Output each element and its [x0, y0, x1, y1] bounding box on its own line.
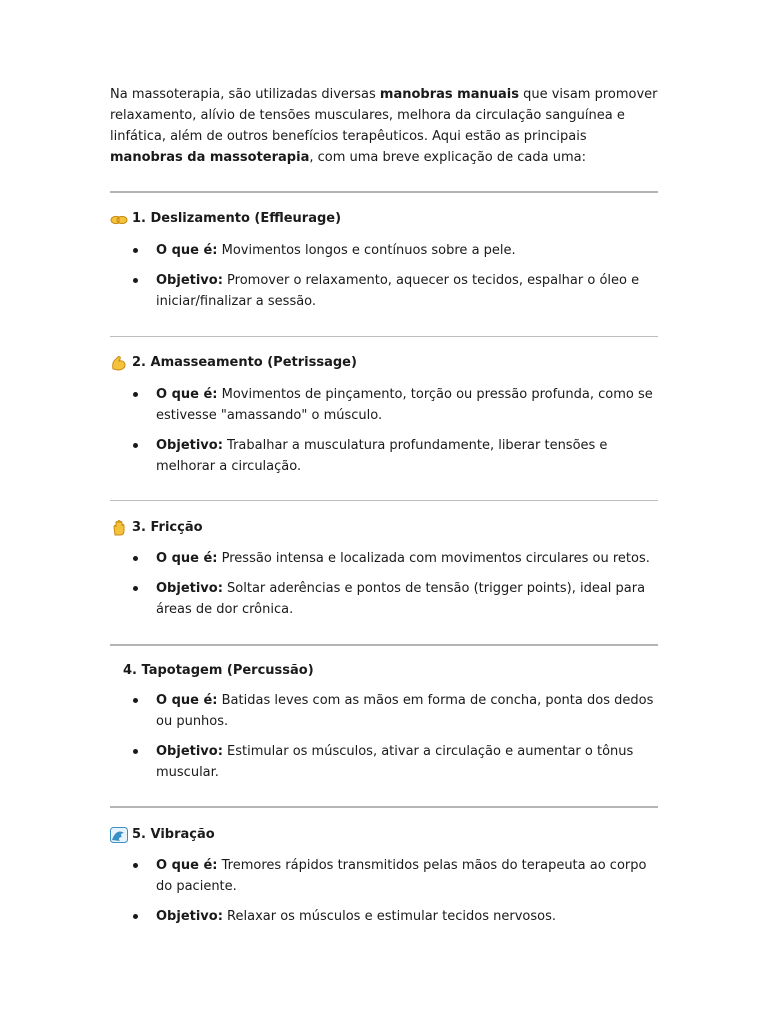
section-list-4	[110, 690, 662, 792]
divider	[110, 191, 658, 193]
list-item	[110, 270, 662, 312]
hands-icon	[110, 211, 128, 227]
item-text: Soltar aderências e pontos de tensão (trigger points), ideal para áreas de dor crônica.	[156, 581, 646, 617]
list-item	[110, 906, 662, 927]
section-heading-2	[110, 354, 357, 372]
intro-paragraph	[110, 84, 662, 168]
section-heading-4	[110, 662, 314, 680]
section-heading-3	[110, 519, 203, 537]
intro-bold-1: manobras manuais	[379, 87, 519, 102]
item-text: Promover o relaxamento, aquecer os tecidos, espalhar o óleo e iniciar/finalizar a sessão.	[156, 273, 640, 309]
item-text: Relaxar os músculos e estimular tecidos nervosos.	[222, 909, 556, 924]
section-title: 2. Amasseamento (Petrissage)	[132, 355, 357, 370]
section-heading-1	[110, 210, 341, 228]
item-text: Pressão intensa e localizada com movimentos circulares ou retos.	[217, 551, 650, 566]
section-title: 4. Tapotagem (Percussão)	[123, 663, 314, 678]
item-label: O que é:	[156, 858, 218, 873]
section-title: 1. Deslizamento (Effleurage)	[132, 211, 342, 226]
item-text: Estimular os músculos, ativar a circulação e aumentar o tônus muscular.	[156, 744, 634, 780]
section-list-1	[110, 240, 662, 321]
item-label: Objetivo:	[156, 744, 223, 759]
item-text: Tremores rápidos transmitidos pelas mãos do terapeuta ao corpo do paciente.	[156, 858, 647, 894]
list-item	[110, 855, 662, 897]
list-item	[110, 435, 662, 477]
flexed-biceps-icon	[110, 355, 128, 371]
list-item	[110, 384, 662, 426]
divider	[110, 336, 658, 337]
section-heading-5	[110, 826, 215, 844]
water-wave-icon	[110, 827, 128, 843]
item-text: Movimentos longos e contínuos sobre a pele.	[217, 243, 516, 258]
section-list-5	[110, 855, 662, 936]
list-item	[110, 690, 662, 732]
section-title: 5. Vibração	[132, 827, 215, 842]
divider	[110, 806, 658, 808]
divider	[110, 644, 658, 646]
list-item	[110, 240, 662, 261]
item-label: Objetivo:	[156, 581, 223, 596]
placeholder-icon	[110, 663, 119, 679]
item-label: O que é:	[156, 387, 218, 402]
item-label: O que é:	[156, 693, 218, 708]
intro-bold-2: manobras da massoterapia	[110, 150, 310, 165]
item-text: Trabalhar a musculatura profundamente, liberar tensões e melhorar a circulação.	[156, 438, 608, 474]
intro-text-2: que visam promover relaxamento, alívio de tensões musculares, melhora da circulação sanguínea e linfática, além de outros benefícios terapêuticos. Aqui estão as principais	[110, 87, 658, 144]
item-label: Objetivo:	[156, 909, 223, 924]
raised-hand-icon	[110, 520, 128, 536]
list-item	[110, 741, 662, 783]
section-list-3	[110, 548, 662, 629]
item-label: Objetivo:	[156, 273, 223, 288]
list-item	[110, 578, 662, 620]
list-item	[110, 548, 662, 569]
section-title: 3. Fricção	[132, 520, 203, 535]
section-list-2	[110, 384, 662, 486]
divider	[110, 500, 658, 501]
item-label: Objetivo:	[156, 438, 223, 453]
item-label: O que é:	[156, 551, 218, 566]
item-text: Batidas leves com as mãos em forma de concha, ponta dos dedos ou punhos.	[156, 693, 654, 729]
intro-text-1: Na massoterapia, são utilizadas diversas	[110, 87, 380, 102]
item-label: O que é:	[156, 243, 218, 258]
item-text: Movimentos de pinçamento, torção ou pressão profunda, como se estivesse "amassando" o músculo.	[156, 387, 653, 423]
intro-text-3: , com uma breve explicação de cada uma:	[309, 150, 586, 165]
